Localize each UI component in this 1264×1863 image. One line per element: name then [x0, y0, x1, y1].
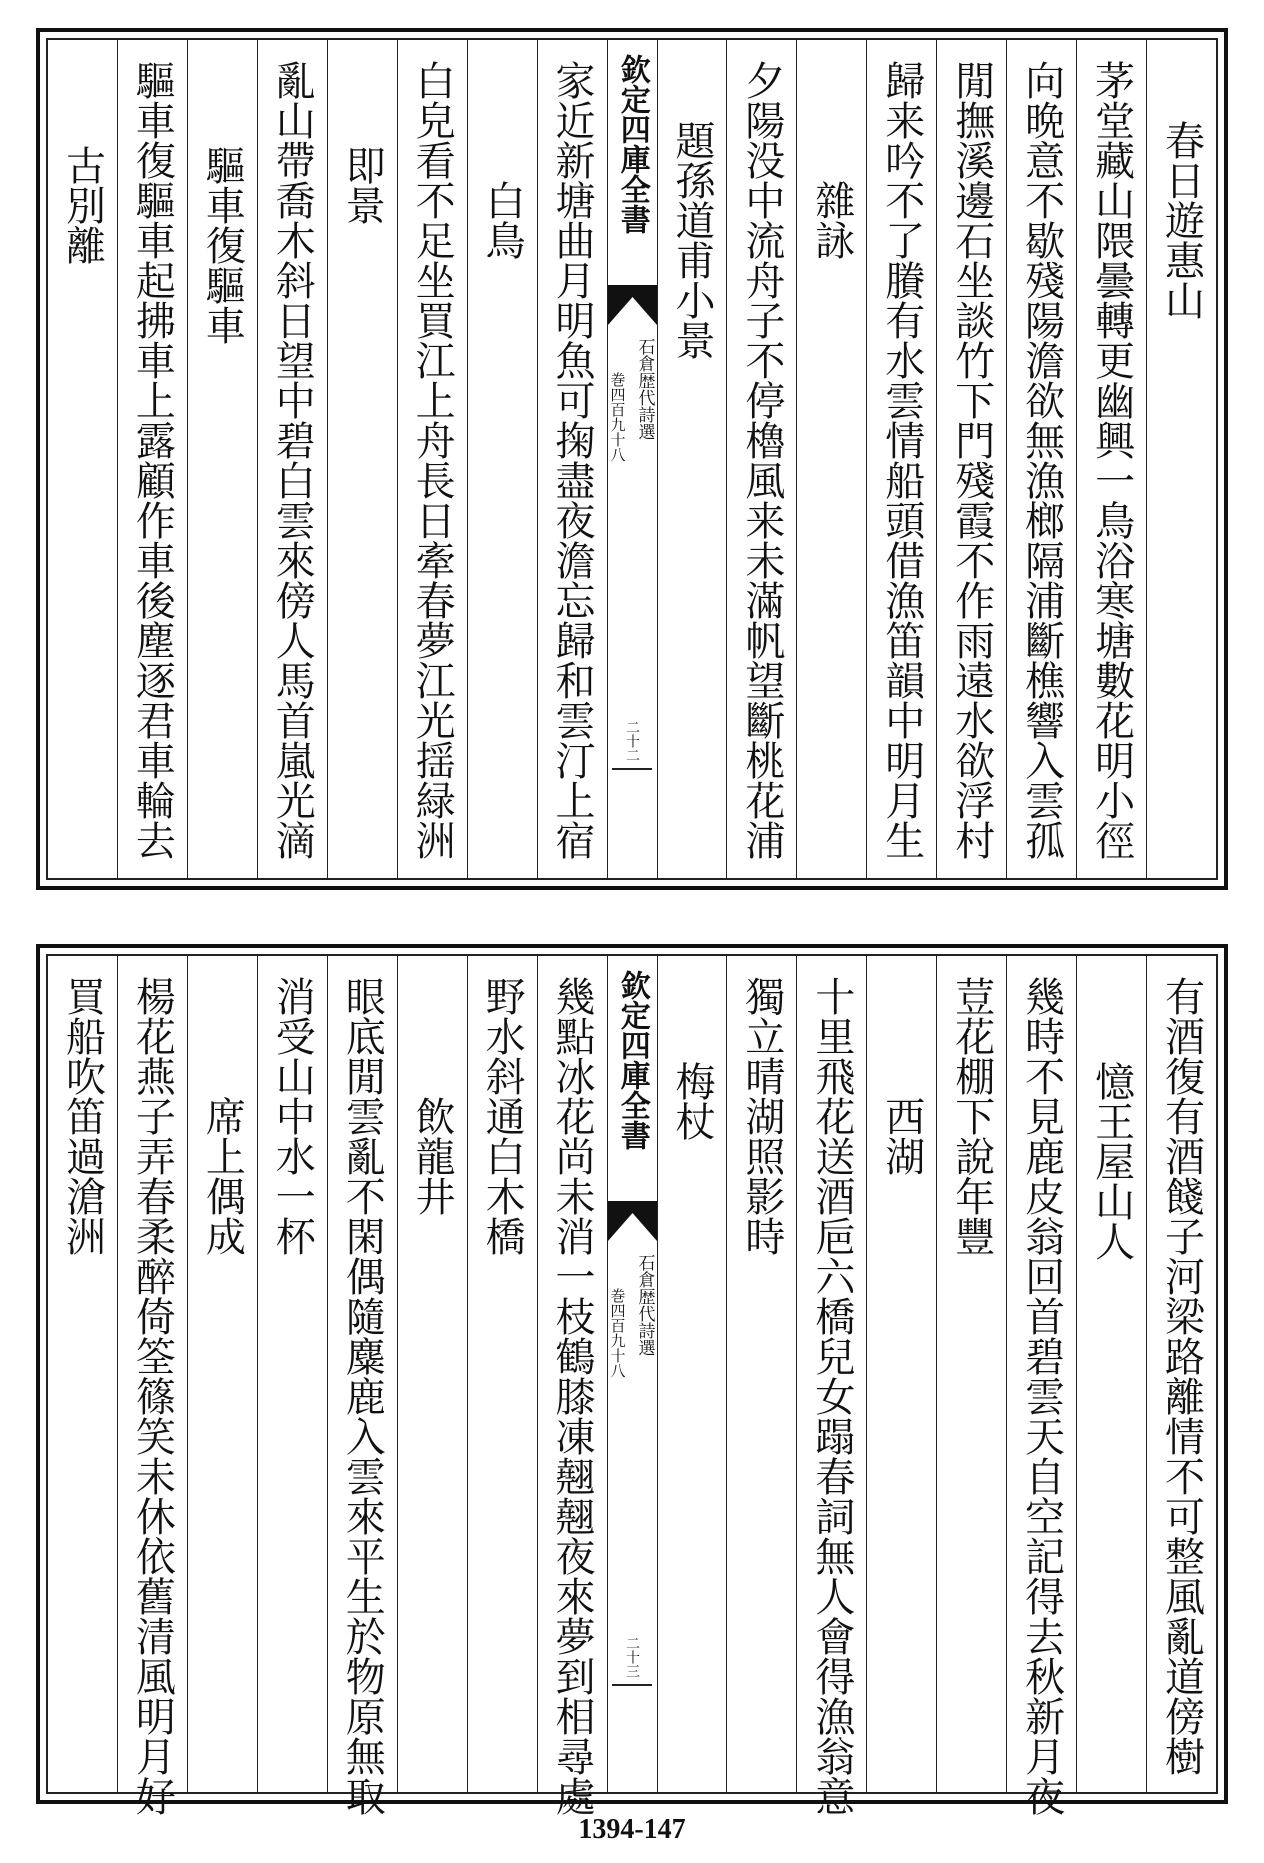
poem-title: 飲龍井	[409, 1096, 456, 1216]
bottom-page-columns	[46, 954, 1218, 1816]
verse-line: 有酒復有酒餞子河梁路離情不可整風亂道傍樹	[1158, 976, 1205, 1776]
poem-title: 驅車復驅車	[199, 145, 246, 345]
center-fold	[607, 956, 657, 1792]
poem-title: 題孫道甫小景	[668, 120, 715, 360]
verse-line: 幾時不見鹿皮翁回首碧雲天自空記得去秋新月夜	[1018, 976, 1065, 1816]
column	[537, 956, 607, 1816]
verse-line: 夕陽没中流舟子不停櫓風来未滿帆望斷桃花浦	[738, 60, 785, 860]
poem-title: 席上偶成	[199, 1096, 246, 1256]
poem-title: 雜詠	[808, 180, 855, 260]
poem-title: 梅杖	[668, 1061, 715, 1141]
column	[796, 40, 866, 878]
folio-number: 二十二	[624, 720, 640, 762]
column	[327, 40, 397, 878]
verse-line: 買船吹笛過滄洲	[59, 976, 106, 1256]
volume-label: 巻四百九十八	[608, 372, 627, 462]
poem-title: 西湖	[878, 1096, 925, 1176]
column	[467, 40, 537, 878]
book-title: 欽定四庫全書	[614, 54, 650, 234]
top-page	[36, 28, 1228, 890]
column	[1006, 956, 1076, 1816]
column	[657, 40, 727, 878]
verse-line: 幾點冰花尚未消一枝鶴膝凍翹翹夜來夢到相尋處	[549, 976, 596, 1816]
verse-line: 向晩意不歇殘陽澹欲無漁榔隔浦斷樵響入雲孤	[1018, 60, 1065, 860]
poem-title: 古別離	[59, 145, 106, 265]
verse-line: 十里飛花送酒巵六橋兒女蹋春詞無人會得漁翁意	[808, 976, 855, 1816]
verse-line: 閒撫溪邊石坐談竹下門殘霞不作雨遠水欲浮村	[948, 60, 995, 860]
column	[657, 956, 727, 1792]
column	[467, 956, 537, 1792]
verse-line: 驅車復驅車起拂車上露顧作車後塵逐君車輪去	[129, 60, 176, 860]
poem-title: 憶王屋山人	[1088, 1061, 1135, 1261]
verse-line: 家近新塘曲月明魚可掬盡夜澹忘歸和雲汀上宿	[549, 60, 596, 860]
column	[726, 40, 796, 878]
column	[187, 40, 257, 878]
verse-line: 野水斜通白木橋	[479, 976, 526, 1256]
column	[117, 956, 187, 1816]
book-title: 欽定四庫全書	[614, 970, 650, 1150]
column	[866, 40, 936, 878]
column	[936, 956, 1006, 1792]
column	[187, 956, 257, 1792]
column	[327, 956, 397, 1816]
column	[1146, 40, 1216, 878]
verse-line: 楊花燕子弄春柔醉倚筌篠笑未休依舊清風明月好	[129, 976, 176, 1816]
verse-line: 獨立晴湖照影時	[738, 976, 785, 1256]
column	[257, 956, 327, 1792]
column	[866, 956, 936, 1792]
verse-line: 茅堂藏山隈曇轉更幽興一鳥浴寒塘數花明小徑	[1088, 60, 1135, 860]
column	[726, 956, 796, 1792]
verse-line: 荳花棚下說年豐	[948, 976, 995, 1256]
column	[1076, 40, 1146, 878]
column	[397, 40, 467, 878]
poem-title: 即景	[339, 145, 386, 225]
footer-page-number: 1394-147	[578, 1814, 686, 1845]
source-title: 石倉歴代詩選	[634, 1254, 655, 1356]
column	[1076, 956, 1146, 1792]
column	[1006, 40, 1076, 878]
verse-line: 亂山帶喬木斜日望中碧白雲來傍人馬首嵐光滴	[269, 60, 316, 860]
verse-line: 眼底閒雲亂不閑偶隨麋鹿入雲來平生於物原無取	[339, 976, 386, 1816]
folio-number: 二十三	[624, 1636, 640, 1678]
verse-line: 白皃看不足坐買江上舟長日牽春夢江光揺緑洲	[409, 60, 456, 860]
poem-title: 春日遊惠山	[1158, 120, 1205, 320]
verse-line: 歸来吟不了賸有水雲情船頭借漁笛韻中明月生	[878, 60, 925, 860]
verse-line: 消受山中水一杯	[269, 976, 316, 1256]
bottom-page	[36, 944, 1228, 1816]
column	[48, 40, 117, 878]
column	[257, 40, 327, 878]
column	[117, 40, 187, 878]
column	[397, 956, 467, 1792]
column	[936, 40, 1006, 878]
volume-label: 巻四百九十八	[608, 1288, 627, 1378]
top-page-columns	[46, 38, 1218, 880]
column	[1146, 956, 1216, 1792]
fishtail-mark-icon	[608, 285, 657, 325]
column	[796, 956, 866, 1816]
poem-title: 白鳥	[479, 180, 526, 260]
column	[537, 40, 607, 878]
center-fold	[607, 40, 657, 878]
source-title: 石倉歴代詩選	[634, 338, 655, 440]
fishtail-mark-icon	[608, 1201, 657, 1241]
column	[48, 956, 117, 1792]
